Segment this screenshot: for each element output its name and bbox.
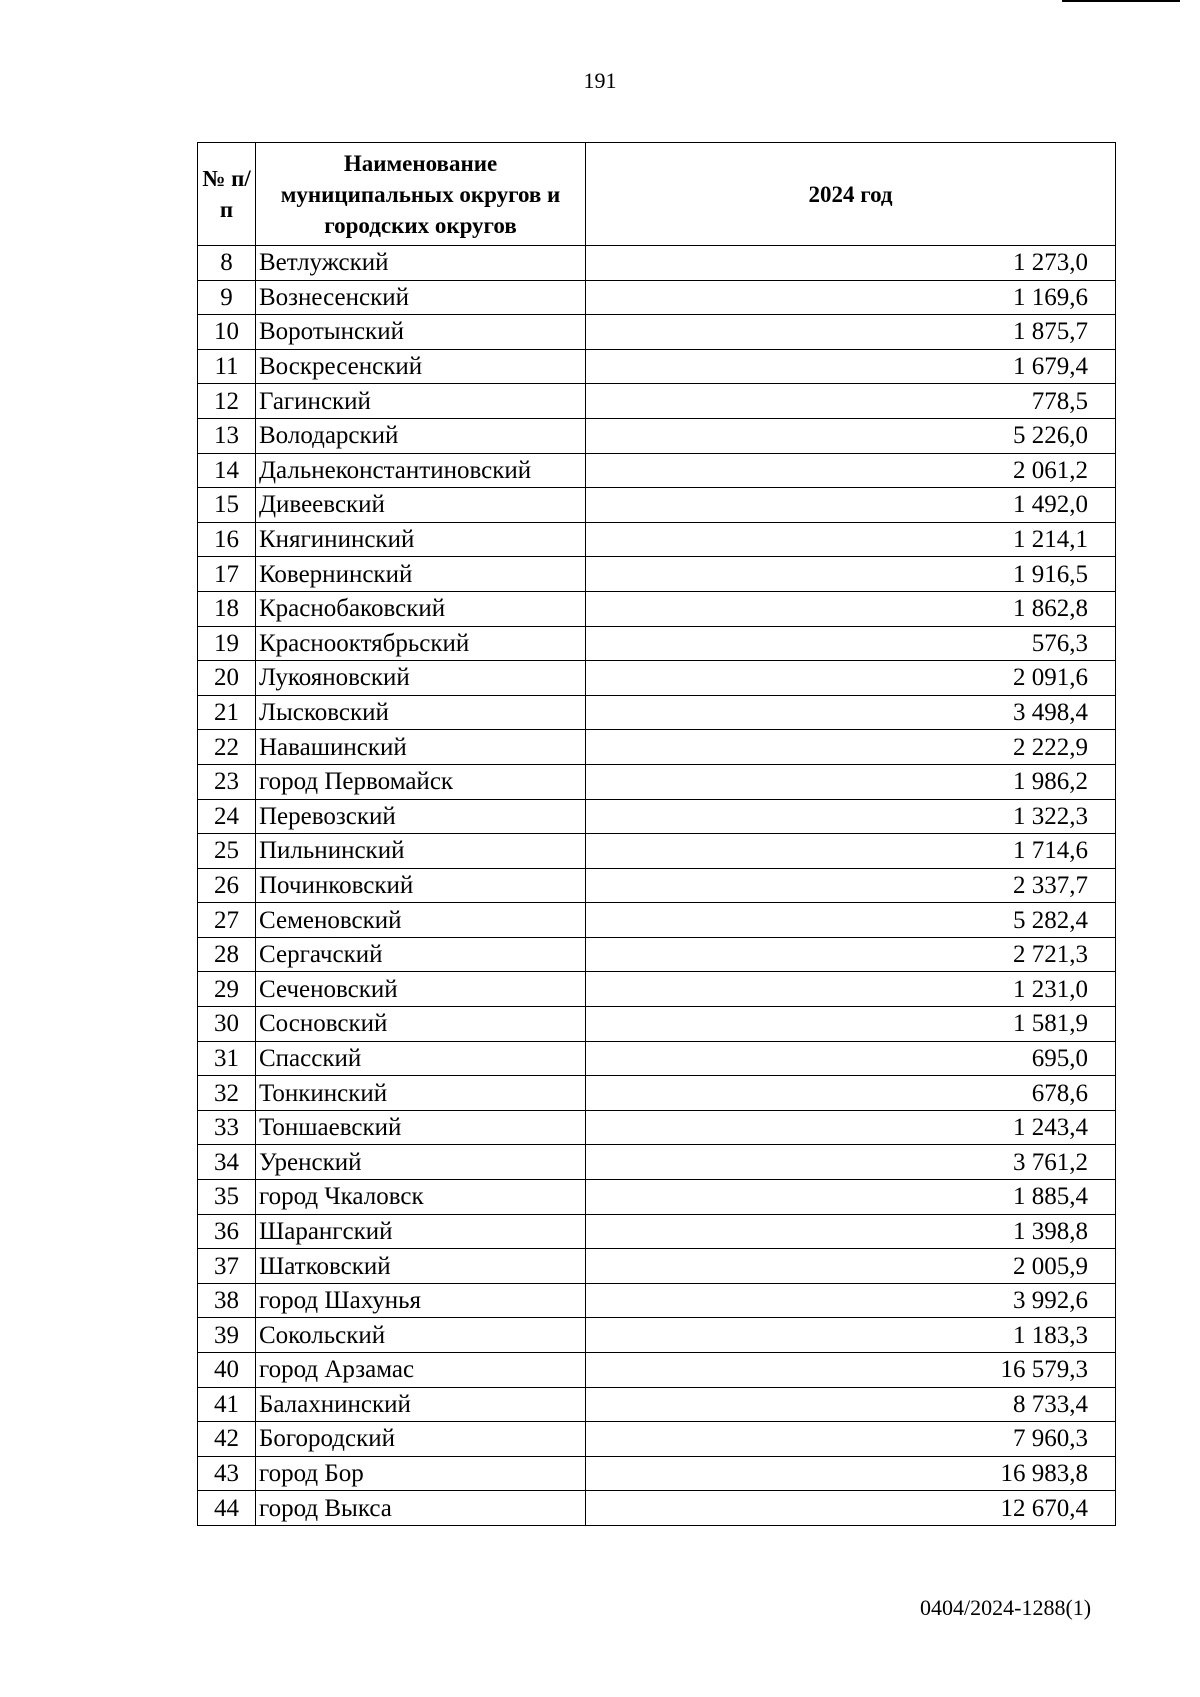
table-row [198,315,1116,350]
row-number: 32 [198,1076,256,1111]
row-name: Воротынский [256,315,586,350]
table-row [198,868,1116,903]
row-name: Сокольский [256,1318,586,1353]
table-row [198,1456,1116,1491]
row-name: город Арзамас [256,1353,586,1388]
row-name: Тоншаевский [256,1110,586,1145]
row-value: 1 398,8 [586,1214,1116,1249]
row-value: 2 091,6 [586,661,1116,696]
table-row [198,903,1116,938]
row-value: 1 916,5 [586,557,1116,592]
table-row [198,730,1116,765]
row-name: Краснооктябрьский [256,626,586,661]
row-value: 1 714,6 [586,834,1116,869]
row-number: 28 [198,937,256,972]
table-row [198,937,1116,972]
row-value: 12 670,4 [586,1491,1116,1526]
row-name: Балахнинский [256,1387,586,1422]
document-code: 0404/2024-1288(1) [920,1595,1092,1620]
row-value: 2 337,7 [586,868,1116,903]
row-name: город Выкса [256,1491,586,1526]
table-row [198,384,1116,419]
row-value: 576,3 [586,626,1116,661]
row-number: 13 [198,418,256,453]
data-table [197,142,1116,1526]
row-name: Лукояновский [256,661,586,696]
table-row [198,280,1116,315]
row-name: Пильнинский [256,834,586,869]
table-row [198,1214,1116,1249]
table-row [198,661,1116,696]
table-row [198,591,1116,626]
row-value: 1 679,4 [586,349,1116,384]
row-name: Лысковский [256,695,586,730]
row-value: 695,0 [586,1041,1116,1076]
row-value: 1 581,9 [586,1007,1116,1042]
row-name: Ковернинский [256,557,586,592]
row-value: 1 243,4 [586,1110,1116,1145]
row-value: 2 061,2 [586,453,1116,488]
row-value: 778,5 [586,384,1116,419]
row-number: 31 [198,1041,256,1076]
row-number: 20 [198,661,256,696]
row-value: 678,6 [586,1076,1116,1111]
row-number: 8 [198,246,256,281]
row-name: Княгининский [256,522,586,557]
table-row [198,1318,1116,1353]
row-number: 22 [198,730,256,765]
table-body [198,246,1116,1526]
row-value: 1 214,1 [586,522,1116,557]
table-row [198,453,1116,488]
row-number: 38 [198,1283,256,1318]
table-row [198,349,1116,384]
row-name: Починковский [256,868,586,903]
row-value: 8 733,4 [586,1387,1116,1422]
row-name: город Первомайск [256,764,586,799]
row-value: 1 169,6 [586,280,1116,315]
table-row [198,1007,1116,1042]
row-name: Дальнеконстантиновский [256,453,586,488]
top-edge-rule [1062,0,1180,2]
row-value: 16 579,3 [586,1353,1116,1388]
row-number: 11 [198,349,256,384]
row-value: 3 761,2 [586,1145,1116,1180]
row-value: 1 862,8 [586,591,1116,626]
row-number: 27 [198,903,256,938]
row-name: Сосновский [256,1007,586,1042]
row-number: 44 [198,1491,256,1526]
table-row [198,1076,1116,1111]
row-number: 15 [198,488,256,523]
row-number: 26 [198,868,256,903]
row-value: 1 986,2 [586,764,1116,799]
row-value: 3 992,6 [586,1283,1116,1318]
row-name: Гагинский [256,384,586,419]
row-name: город Шахунья [256,1283,586,1318]
row-name: Уренский [256,1145,586,1180]
row-number: 34 [198,1145,256,1180]
row-value: 1 322,3 [586,799,1116,834]
row-name: Вознесенский [256,280,586,315]
row-number: 12 [198,384,256,419]
row-number: 30 [198,1007,256,1042]
row-number: 29 [198,972,256,1007]
row-number: 35 [198,1180,256,1215]
row-name: Тонкинский [256,1076,586,1111]
table-row [198,834,1116,869]
table-row [198,557,1116,592]
table-row [198,1283,1116,1318]
row-name: Спасский [256,1041,586,1076]
row-name: Сеченовский [256,972,586,1007]
row-value: 1 183,3 [586,1318,1116,1353]
row-number: 14 [198,453,256,488]
table-row [198,1110,1116,1145]
row-value: 5 282,4 [586,903,1116,938]
row-name: Дивеевский [256,488,586,523]
row-number: 25 [198,834,256,869]
row-name: Шатковский [256,1249,586,1284]
row-name: город Бор [256,1456,586,1491]
row-value: 7 960,3 [586,1422,1116,1457]
row-number: 9 [198,280,256,315]
row-name: Богородский [256,1422,586,1457]
row-value: 1 875,7 [586,315,1116,350]
row-name: Шарангский [256,1214,586,1249]
row-value: 16 983,8 [586,1456,1116,1491]
table-row [198,972,1116,1007]
row-value: 3 498,4 [586,695,1116,730]
table-row [198,799,1116,834]
table-row [198,764,1116,799]
table-header-row [198,143,1116,246]
row-number: 40 [198,1353,256,1388]
row-number: 33 [198,1110,256,1145]
row-number: 16 [198,522,256,557]
table-row [198,1041,1116,1076]
row-value: 1 231,0 [586,972,1116,1007]
row-name: Сергачский [256,937,586,972]
row-name: Навашинский [256,730,586,765]
row-number: 42 [198,1422,256,1457]
table-row [198,1422,1116,1457]
row-number: 39 [198,1318,256,1353]
table-row [198,1353,1116,1388]
page-number: 191 [583,68,617,93]
row-number: 17 [198,557,256,592]
row-value: 2 721,3 [586,937,1116,972]
table-row [198,626,1116,661]
row-value: 2 222,9 [586,730,1116,765]
header-num: № п/п [198,143,256,246]
table-row [198,522,1116,557]
row-number: 24 [198,799,256,834]
row-value: 5 226,0 [586,418,1116,453]
row-name: Володарский [256,418,586,453]
row-number: 36 [198,1214,256,1249]
table-row [198,1145,1116,1180]
row-value: 1 492,0 [586,488,1116,523]
table-row [198,1491,1116,1526]
table-row [198,488,1116,523]
row-name: город Чкаловск [256,1180,586,1215]
header-name: Наименование муниципальных округов и городских округов [256,143,586,246]
row-number: 23 [198,764,256,799]
row-number: 21 [198,695,256,730]
row-number: 18 [198,591,256,626]
table-row [198,246,1116,281]
row-name: Семеновский [256,903,586,938]
row-number: 37 [198,1249,256,1284]
row-name: Воскресенский [256,349,586,384]
header-value: 2024 год [586,143,1116,246]
row-name: Перевозский [256,799,586,834]
table-row [198,1180,1116,1215]
row-number: 43 [198,1456,256,1491]
row-value: 1 273,0 [586,246,1116,281]
row-number: 10 [198,315,256,350]
row-name: Краснобаковский [256,591,586,626]
row-number: 41 [198,1387,256,1422]
table-row [198,695,1116,730]
row-value: 2 005,9 [586,1249,1116,1284]
row-value: 1 885,4 [586,1180,1116,1215]
row-number: 19 [198,626,256,661]
row-name: Ветлужский [256,246,586,281]
table-row [198,418,1116,453]
table-row [198,1249,1116,1284]
table-row [198,1387,1116,1422]
